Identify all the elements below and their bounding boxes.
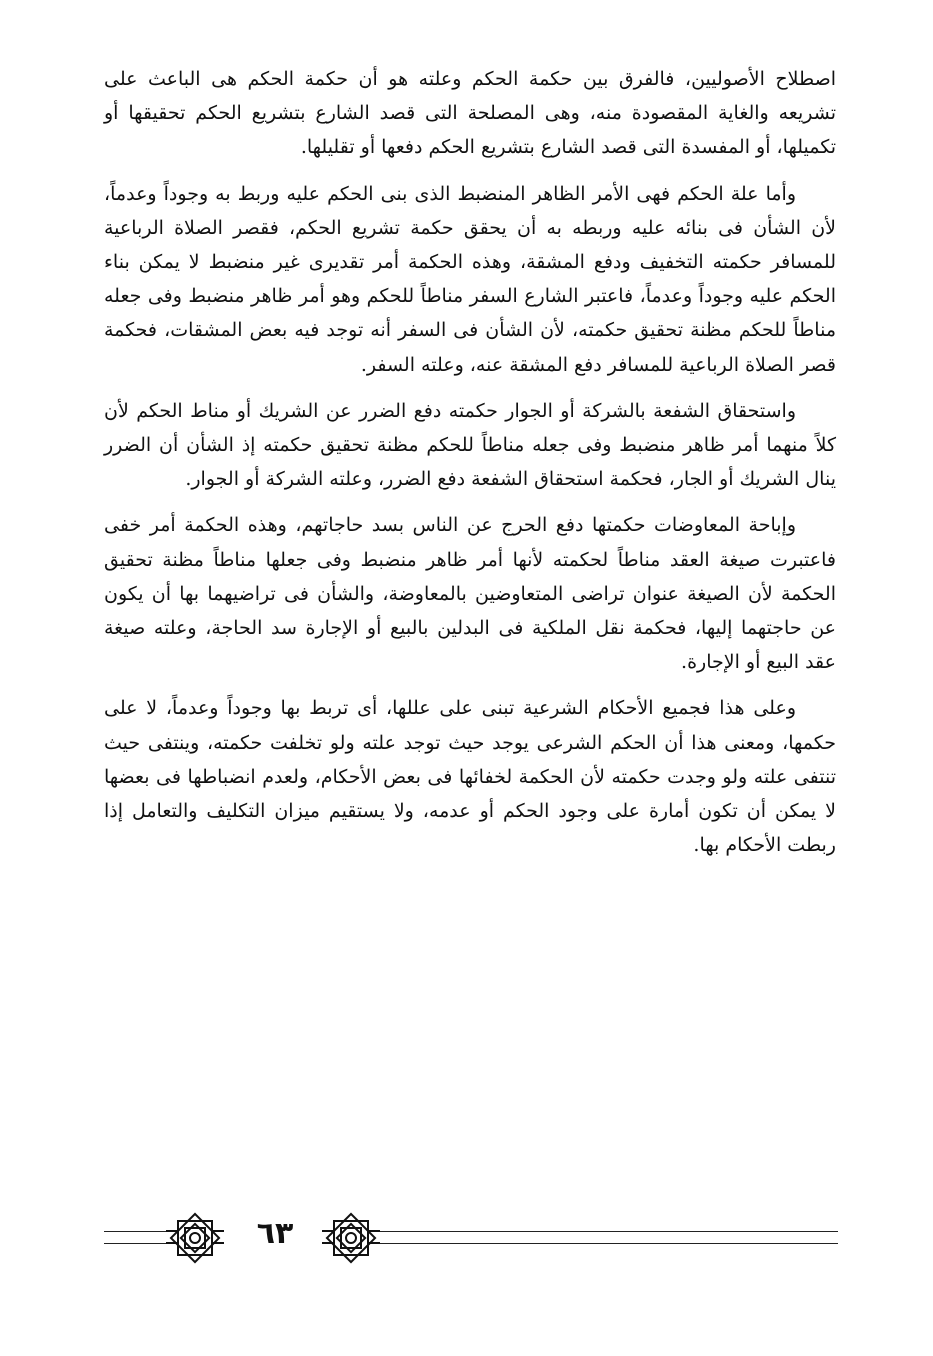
- footer-rule-left-top: [104, 1231, 168, 1232]
- paragraph: واستحقاق الشفعة بالشركة أو الجوار حكمته دفع الضرر عن الشريك أو مناط الحكم لأن كلاً منهما أمر ظاهر منضبط وفى جعله مناطاً للحكم مظنة تحقيق حكمته إذ الشأن أن الضرر ينال الشريك أو الجار، فحكمة استحقاق الشفعة دفع الضرر، وعلته الشركة أو الجوار.: [104, 399, 836, 491]
- paragraph: اصطلاح الأصوليين، فالفرق بين حكمة الحكم وعلته هو أن حكمة الحكم هى الباعث على تشريعه والغاية المقصودة منه، وهى المصلحة التى قصد الشارع بتشريع الحكم تحقيقها أو تكميلها، أو المفسدة التى قصد الشارع بتشريع الحكم دفعها أو تقليلها.: [104, 68, 836, 159]
- body-text: [104, 62, 836, 874]
- page-number: ٦٣: [256, 1216, 294, 1251]
- footer-rule-left-bottom: [104, 1243, 168, 1244]
- footer-rule-right-top: [378, 1231, 838, 1232]
- ornament-knot-icon: [322, 1209, 380, 1267]
- paragraph: وأما علة الحكم فهى الأمر الظاهر المنضبط الذى بنى الحكم عليه وربط به وجوداً وعدماً، لأن الشأن فى بنائه عليه وربطه به أن يحقق حكمة تشريع الحكم، فقصر الصلاة الرباعية للمسافر حكمته التخفيف ودفع المشقة، وهذه الحكمة أمر تقديرى غير منضبط لا يمكن بناء الحكم عليه وجوداً وعدماً، فاعتبر الشارع السفر مناطاً للحكم وهو أمر ظاهر منضبط وفى جعله مناطاً للحكم مظنة تحقيق حكمته، لأن الشأن فى السفر أنه توجد فيه بعض المشقات، فحكمة قصر الصلاة الرباعية للمسافر دفع المشقة عنه، وعلته السفر.: [104, 182, 836, 376]
- footer-rule-right-bottom: [378, 1243, 838, 1244]
- paragraph: وعلى هذا فجميع الأحكام الشرعية تبنى على عللها، أى تربط بها وجوداً وعدماً، لا على حكمها، ومعنى هذا أن الحكم الشرعى يوجد حيث توجد علته ولو تخلفت حكمته، وينتفى حيث تنتفى علته ولو وجدت حكمته لأن الحكمة لخفائها فى بعض الأحكام، ولعدم انضباطها فى بعضها لا يمكن أن تكون أمارة على وجود الحكم أو عدمه، ولا يستقيم ميزان التكليف والتعامل إذا ربطت الأحكام بها.: [104, 697, 836, 857]
- ornament-knot-icon: [166, 1209, 224, 1267]
- paragraph: وإباحة المعاوضات حكمتها دفع الحرج عن الناس بسد حاجاتهم، وهذه الحكمة أمر خفى فاعتبرت صيغة العقد مناطاً لحكمته لأنها أمر ظاهر منضبط وفى جعلها مناطاً مظنة تحقيق الحكمة لأن الصيغة عنوان تراضى المتعاوضين بالمعاوضة، والشأن فى تراضيهما بها أن يكون عن حاجتهما إليها، فحكمة نقل الملكية فى البدلين بالبيع أو الإجارة سد الحاجة، وعلته صيغة عقد البيع أو الإجارة.: [104, 514, 836, 674]
